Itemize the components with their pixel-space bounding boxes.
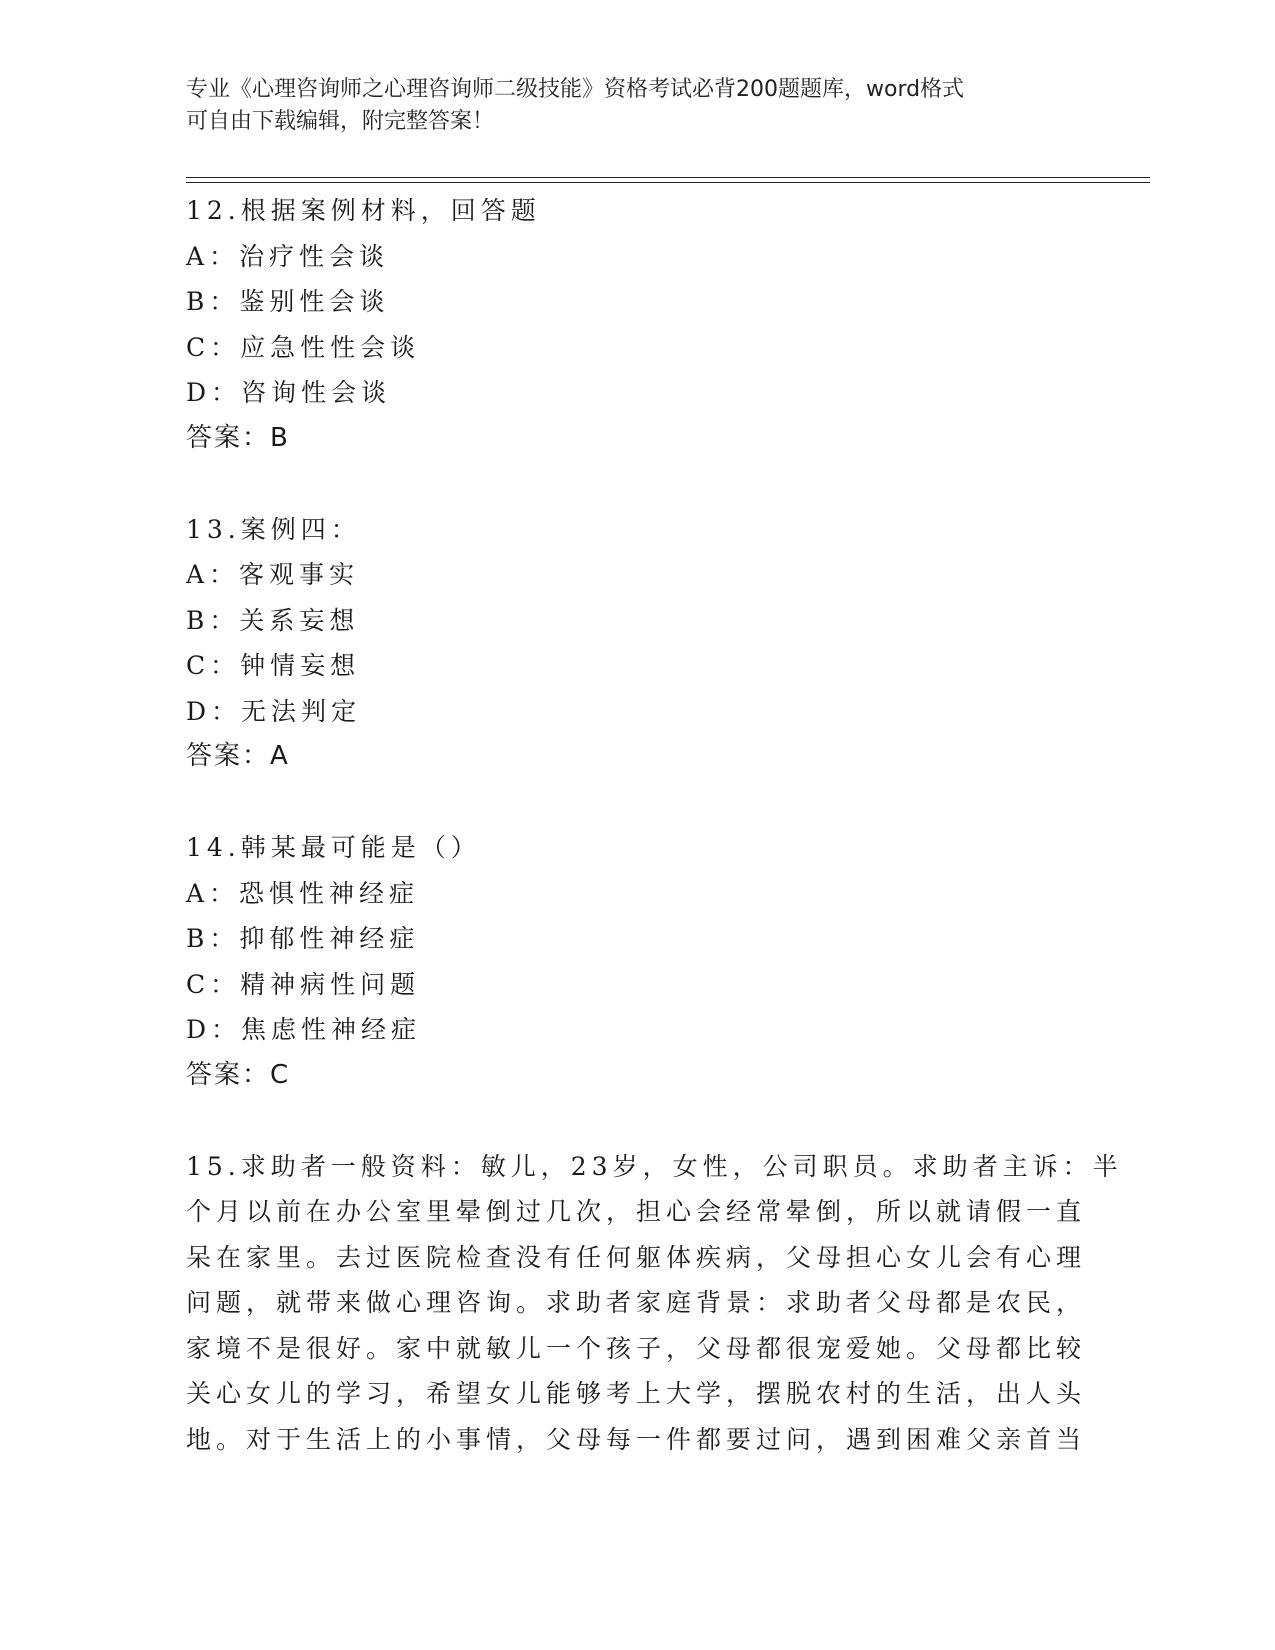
question-stem: 14.韩某最可能是（）: [186, 833, 481, 862]
header-divider-bottom: [186, 182, 1150, 183]
question-12: [186, 188, 1086, 461]
case-text-line: 问题，就带来做心理咨询。求助者家庭背景：求助者父母都是农民，: [186, 1288, 1087, 1317]
option-d: D：无法判定: [186, 696, 362, 726]
header-line-2: 可自由下载编辑，附完整答案！: [186, 109, 495, 134]
question-14: [186, 825, 1086, 1098]
option-a: A：客观事实: [186, 560, 360, 589]
option-a: A：治疗性会谈: [186, 241, 390, 271]
case-text-line: 15.求助者一般资料：敏儿，23岁，女性，公司职员。求助者主诉：半: [186, 1151, 1123, 1181]
option-b: B：鉴别性会谈: [186, 287, 390, 316]
option-c: C：精神病性问题: [186, 969, 421, 999]
case-text-line: 个月以前在办公室里晕倒过几次，担心会经常晕倒，所以就请假一直: [186, 1197, 1087, 1226]
question-list: [186, 188, 1123, 1508]
header-divider-top: [186, 177, 1150, 178]
answer: 答案：C: [186, 1059, 291, 1090]
option-a: A：恐惧性神经症: [186, 878, 420, 908]
question-13: [186, 507, 1086, 780]
option-b: B：抑郁性神经症: [186, 924, 420, 953]
answer: 答案：A: [186, 741, 290, 771]
question-stem: 13.案例四：: [186, 514, 361, 544]
case-text-line: 地。对于生活上的小事情，父母每一件都要过问，遇到困难父亲首当: [186, 1424, 1087, 1454]
option-c: C：钟情妄想: [186, 651, 361, 680]
option-d: D：咨询性会谈: [186, 378, 392, 407]
option-d: D：焦虑性神经症: [186, 1015, 422, 1044]
question-15: [186, 1144, 1123, 1463]
answer: 答案：B: [186, 422, 290, 453]
document-header: [186, 74, 1066, 138]
case-text-line: 家境不是很好。家中就敏儿一个孩子，父母都很宠爱她。父母都比较: [186, 1333, 1087, 1363]
option-c: C：应急性性会谈: [186, 332, 421, 362]
case-text-line: 关心女儿的学习，希望女儿能够考上大学，摆脱农村的生活，出人头: [186, 1379, 1087, 1408]
question-stem: 12.根据案例材料，回答题: [186, 196, 541, 225]
option-b: B：关系妄想: [186, 605, 360, 635]
case-text-line: 呆在家里。去过医院检查没有任何躯体疾病，父母担心女儿会有心理: [186, 1242, 1087, 1272]
header-line-1: 专业《心理咨询师之心理咨询师二级技能》资格考试必背200题题库，word格式: [186, 77, 965, 102]
